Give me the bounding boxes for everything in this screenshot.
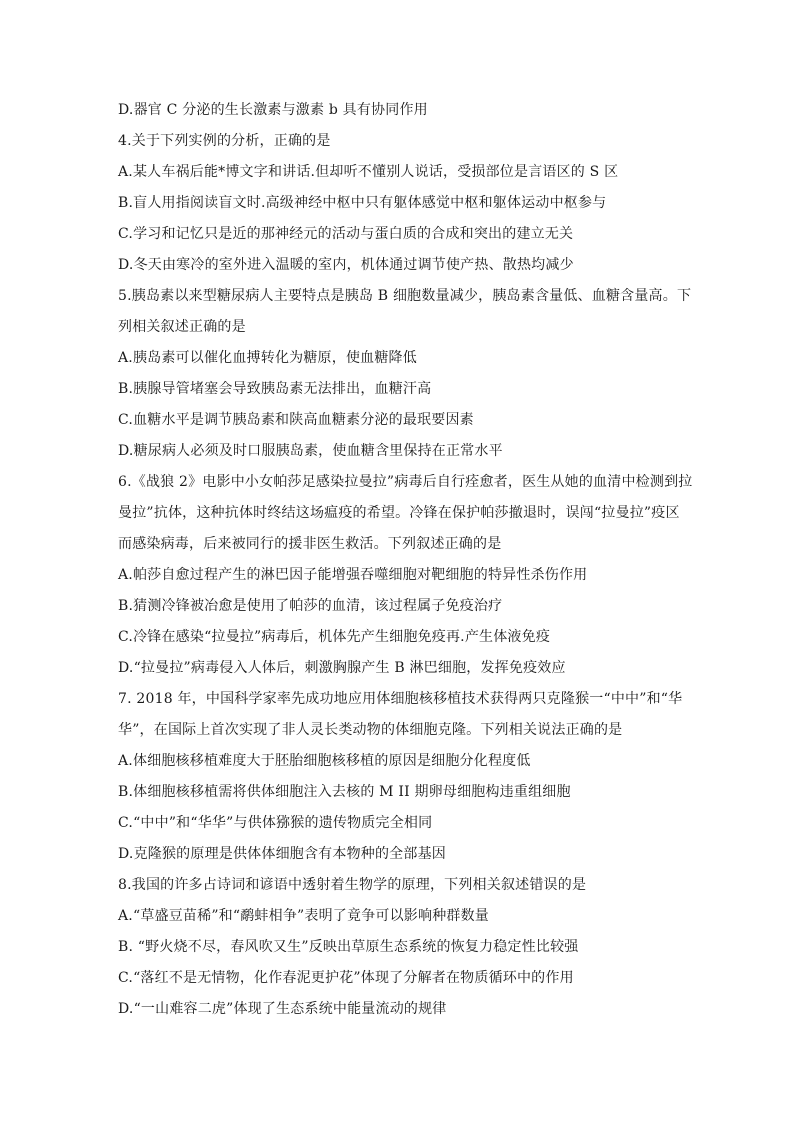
q6-stem-line-1: 6.《战狼 2》电影中小女帕莎足感染拉曼拉”病毒后自行痊愈者，医生从她的血清中检测到拉 — [118, 474, 693, 490]
q7-stem-line-2: 华”，在国际上首次实现了非人灵长类动物的体细胞克隆。下列相关说法正确的是 — [118, 722, 623, 738]
q8-option-d: D.“一山难容二虎”体现了生态系统中能量流动的规律 — [118, 1001, 447, 1017]
q7-option-c: C.“中中”和“华华”与供体猕猴的遗传物质完全相同 — [118, 815, 433, 831]
q8-stem: 8.我国的许多占诗词和谚语中透射着生物学的原理，下列相关叙述错误的是 — [118, 877, 587, 893]
q4-option-c: C.学习和记忆只是近的那神经元的活动与蛋白质的合成和突出的建立无关 — [118, 226, 574, 242]
q7-option-b: B.体细胞核移植需将供体细胞注入去核的 M II 期卵母细胞构违重组细胞 — [118, 784, 571, 800]
q5-stem-line-2: 列相关叙述正确的是 — [118, 319, 246, 335]
q3-option-d: D.器官 C 分泌的生长激素与激素 b 具有协同作用 — [118, 102, 428, 118]
q4-option-d: D.冬天由寒冷的室外进入温暖的室内，机体通过调节使产热、散热均减少 — [118, 257, 574, 273]
q8-option-c: C.“落红不是无情物，化作春泥更护花”体现了分解者在物质循环中的作用 — [118, 970, 574, 986]
q4-option-a: A.某人车祸后能*博文字和讲话.但却听不懂别人说话，受损部位是言语区的 S 区 — [118, 164, 619, 180]
q5-stem-line-1: 5.胰岛素以来型糖尿病人主要特点是胰岛 B 细胞数量减少，胰岛素含量低、血糖含量高。下 — [118, 288, 692, 304]
q6-option-d: D.“拉曼拉”病毒侵入人体后，刺激胸腺产生 B 淋巴细胞，发挥免疫效应 — [118, 660, 566, 676]
q4-stem: 4.关于下列实例的分析，正确的是 — [118, 133, 331, 149]
q7-stem-line-1: 7. 2018 年，中国科学家率先成功地应用体细胞核移植技术获得两只克隆猴一“中中”和“华 — [118, 691, 683, 707]
q8-option-a: A.“草盛豆苗稀”和“鹬蚌相争”表明了竟争可以影响种群数量 — [118, 908, 489, 924]
exam-page — [118, 100, 693, 1030]
q7-option-a: A.体细胞核移植难度大于胚胎细胞核移植的原因是细胞分化程度低 — [118, 753, 531, 769]
q4-option-b: B.盲人用指阅读盲文时.高级神经中枢中只有躯体感觉中枢和躯体运动中枢参与 — [118, 195, 607, 211]
q6-option-a: A.帕莎自愈过程产生的淋巴因子能增强吞噬细胞对靶细胞的特异性杀伤作用 — [118, 567, 588, 583]
q6-option-c: C.冷锋在感染“拉曼拉”病毒后，机体先产生细胞免疫再.产生体液免疫 — [118, 629, 551, 645]
q8-option-b: B. “野火烧不尽，春风吹又生”反映出草原生态系统的恢复力稳定性比较强 — [118, 939, 579, 955]
q5-option-c: C.血糖水平是调节胰岛素和陕高血糖素分泌的最珉要因素 — [118, 412, 474, 428]
q6-stem-line-2: 曼拉”抗体，这种抗体时终结这场瘟疫的希望。冷锋在保护帕莎撤退时，误闯“拉曼拉”疫区 — [118, 505, 680, 521]
q6-option-b: B.猜测冷锋被冶愈是使用了帕莎的血清，该过程属子免疫治疗 — [118, 598, 503, 614]
q6-stem-line-3: 而感染病毒，后来被同行的援非医生救活。下列叙述正确的是 — [118, 536, 502, 552]
q5-option-d: D.糖尿病人必须及时口服胰岛素，使血糖含里保持在正常水平 — [118, 443, 503, 459]
q5-option-b: B.胰腺导管堵塞会导致胰岛素无法排出，血糖汗高 — [118, 381, 432, 397]
q7-option-d: D.克隆猴的原理是供体体细胞含有本物种的全部基因 — [118, 846, 446, 862]
q5-option-a: A.胰岛素可以催化血搏转化为糖原，使血糖降低 — [118, 350, 417, 366]
